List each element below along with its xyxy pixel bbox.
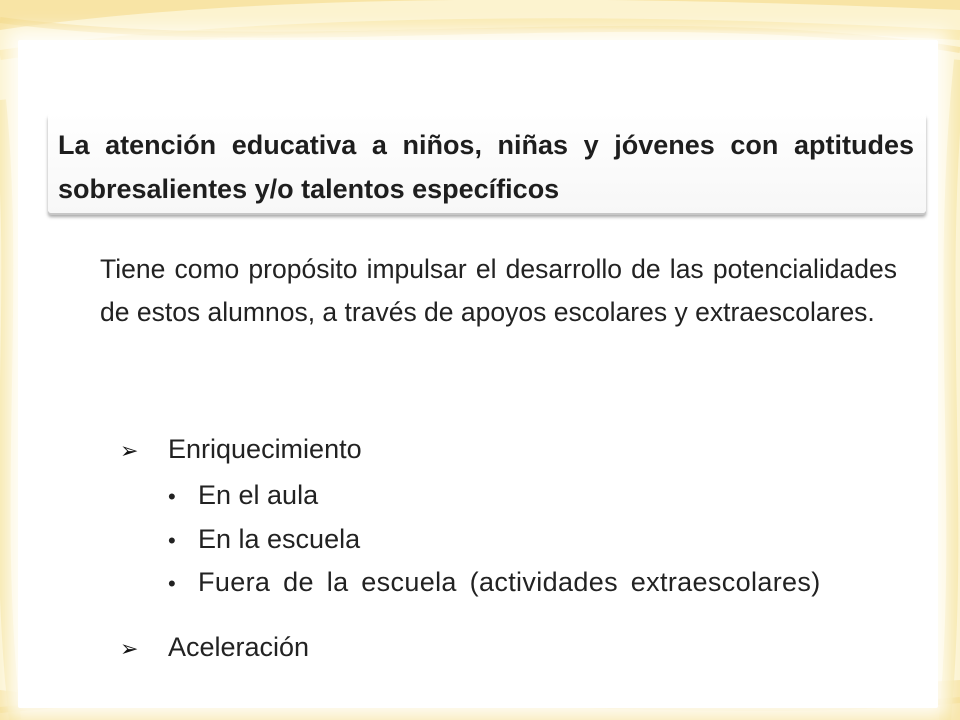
dot-bullet-icon: • <box>168 484 176 509</box>
list-item-label: Enriquecimiento <box>168 434 362 464</box>
slide-paragraph: Tiene como propósito impulsar el desarrollo de las potencialidades de estos alumnos, a través de apoyos escolares y extraescolares. <box>100 254 897 327</box>
list-item-aceleracion <box>120 629 309 667</box>
slide-title: La atención educativa a niños, niñas y jóvenes con aptitudes sobresalientes y/o talentos específicos <box>58 130 914 204</box>
sublist-item-label: En la escuela <box>198 524 361 554</box>
sublist-item <box>168 564 821 602</box>
sublist-item <box>168 477 318 515</box>
sublist-item-label: Fuera de la escuela (actividades extraescolares) <box>198 567 821 597</box>
dot-bullet-icon: • <box>168 528 176 553</box>
title-box <box>48 113 926 213</box>
arrow-bullet-icon: ➢ <box>120 636 139 661</box>
dot-bullet-icon: • <box>168 571 177 596</box>
sublist-item-label: En el aula <box>198 480 319 510</box>
arrow-bullet-icon: ➢ <box>120 438 139 463</box>
list-item-enriquecimiento <box>120 431 362 469</box>
list-item-label: Aceleración <box>168 632 310 662</box>
sublist-item <box>168 521 360 559</box>
